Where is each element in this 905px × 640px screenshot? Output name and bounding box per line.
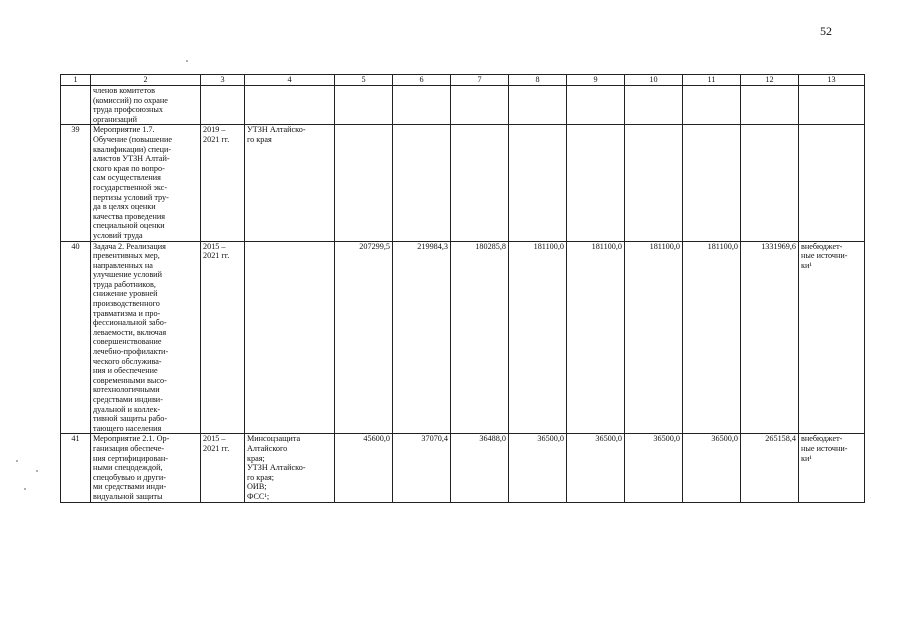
amount-col9 [567,125,625,241]
row-number: 39 [61,125,91,241]
amount-total: 265158,4 [741,434,799,502]
amount-col10: 36500,0 [625,434,683,502]
table-row [61,434,865,502]
header-row [61,75,865,86]
amount-col8: 36500,0 [509,434,567,502]
executor [245,86,335,125]
scan-speck [36,470,38,472]
amount-col10: 181100,0 [625,241,683,434]
header-cell-10: 10 [625,75,683,86]
executor: Минсоцзащита Алтайского края; УТЗН Алтайско- го края; ОИВ; ФСС¹; [245,434,335,502]
header-cell-3: 3 [201,75,245,86]
header-cell-7: 7 [451,75,509,86]
amount-col5 [335,125,393,241]
amount-col6 [393,86,451,125]
amount-col9 [567,86,625,125]
amount-col8 [509,86,567,125]
amount-col5 [335,86,393,125]
amount-col6: 219984,3 [393,241,451,434]
funding-source: внебюджет- ные источни- ки¹ [799,241,865,434]
header-cell-1: 1 [61,75,91,86]
executor [245,241,335,434]
amount-col7: 36488,0 [451,434,509,502]
header-cell-12: 12 [741,75,799,86]
funding-source: внебюджет- ные источни- ки¹ [799,434,865,502]
amount-col6 [393,125,451,241]
funding-source [799,86,865,125]
header-cell-6: 6 [393,75,451,86]
executor: УТЗН Алтайско- го края [245,125,335,241]
row-number [61,86,91,125]
amount-col7 [451,125,509,241]
funding-source [799,125,865,241]
page-number: 52 [820,24,832,38]
scan-speck [16,460,18,462]
header-cell-11: 11 [683,75,741,86]
period: 2019 – 2021 гг. [201,125,245,241]
header-cell-13: 13 [799,75,865,86]
activity-name: Задача 2. Реализация превентивных мер, направленных на улучшение условий труда работников, снижение уровней производственного травматизма и про- фессиональной забо- леваемости, включая совершенствование лечебно-профилакти- ческого обслужива- ния и обеспечение современными высо- котехнологичными средствами индиви- дуальной и коллек- тивной защиты рабо- тающего населения [91,241,201,434]
amount-col10 [625,125,683,241]
amount-col6: 37070,4 [393,434,451,502]
budget-table [60,74,865,503]
amount-total [741,125,799,241]
header-cell-9: 9 [567,75,625,86]
amount-col11 [683,86,741,125]
table-row [61,125,865,241]
row-number: 41 [61,434,91,502]
amount-col5: 45600,0 [335,434,393,502]
scan-speck [186,60,188,62]
header-cell-5: 5 [335,75,393,86]
activity-name: Мероприятие 1.7. Обучение (повышение квалификации) специ- алистов УТЗН Алтай- ского края по вопро- сам осуществления государственной экс- пертизы условий тру- да в целях оценки качества проведения специальной оценки условий труда [91,125,201,241]
amount-col9: 181100,0 [567,241,625,434]
table-row [61,86,865,125]
scan-speck [24,488,26,490]
amount-col11: 36500,0 [683,434,741,502]
period: 2015 – 2021 гг. [201,241,245,434]
period [201,86,245,125]
amount-col9: 36500,0 [567,434,625,502]
amount-col8: 181100,0 [509,241,567,434]
amount-col8 [509,125,567,241]
period: 2015 – 2021 гг. [201,434,245,502]
header-cell-8: 8 [509,75,567,86]
activity-name: членов комитетов (комиссий) по охране труда профсоюзных организаций [91,86,201,125]
amount-col11: 181100,0 [683,241,741,434]
amount-col11 [683,125,741,241]
amount-col7: 180285,8 [451,241,509,434]
row-number: 40 [61,241,91,434]
amount-col5: 207299,5 [335,241,393,434]
amount-total: 1331969,6 [741,241,799,434]
table-row [61,241,865,434]
header-cell-4: 4 [245,75,335,86]
amount-total [741,86,799,125]
activity-name: Мероприятие 2.1. Ор- ганизация обеспече- ния сертифицирован- ными спецодеждой, спецобувью и други- ми средствами инди- видуальной защиты [91,434,201,502]
header-cell-2: 2 [91,75,201,86]
amount-col7 [451,86,509,125]
amount-col10 [625,86,683,125]
